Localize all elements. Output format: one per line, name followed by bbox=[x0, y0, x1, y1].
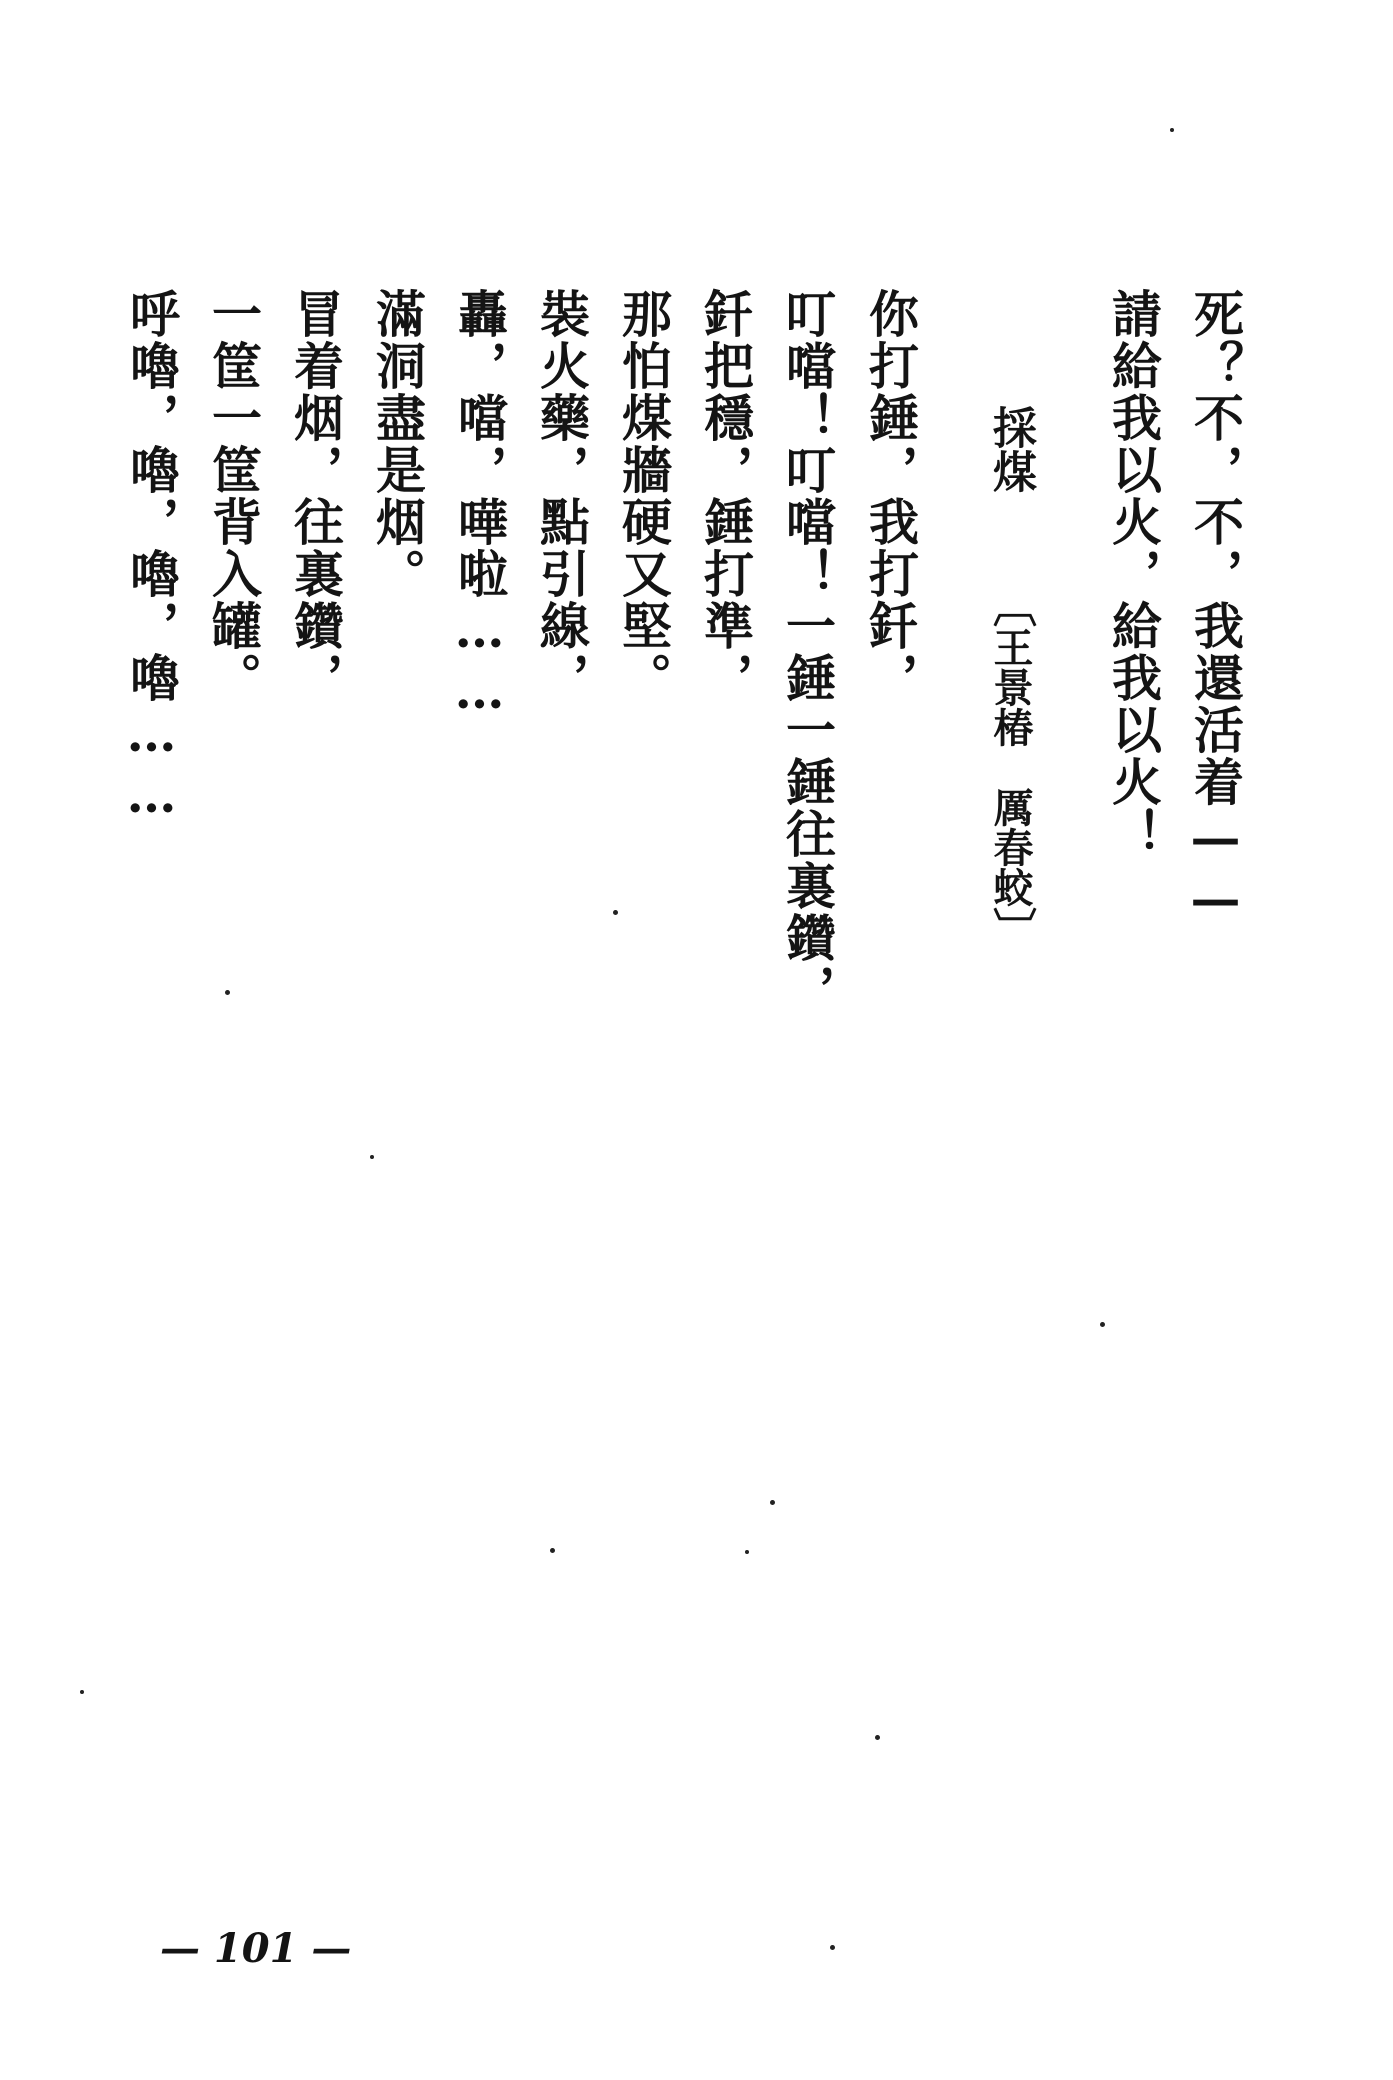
print-speck bbox=[80, 1690, 84, 1694]
poem-line-13: 呼嚕，嚕，嚕，嚕…… bbox=[122, 288, 181, 826]
print-speck bbox=[613, 910, 618, 915]
poem-line-8: 裝火藥，點引線， bbox=[532, 288, 591, 704]
page-number: — 101 — bbox=[160, 1925, 352, 1972]
author-name-2: 厲春蛟 bbox=[987, 787, 1034, 907]
poem-line-11: 冒着烟，往裏鑽， bbox=[286, 288, 345, 704]
poem-line-5: 叮噹！叮噹！一錘一錘往裏鑽， bbox=[778, 288, 837, 1016]
print-speck bbox=[875, 1735, 880, 1740]
authors-close-bracket: 〕 bbox=[985, 907, 1036, 951]
author-name-1: 王景椿 bbox=[987, 627, 1034, 747]
poem-line-6: 釺把穩，錘打準， bbox=[696, 288, 755, 704]
poem-line-7: 那怕煤牆硬又堅。 bbox=[614, 288, 673, 704]
poem-line-1: 死？不，不，我還活着—— bbox=[1186, 288, 1245, 930]
print-speck bbox=[550, 1548, 555, 1553]
poem-title-line bbox=[980, 405, 1040, 951]
poem-title: 採煤 bbox=[985, 405, 1036, 493]
print-speck bbox=[1100, 1322, 1105, 1327]
print-speck bbox=[370, 1155, 374, 1159]
print-speck bbox=[745, 1550, 749, 1554]
poem-line-10: 滿洞盡是烟。 bbox=[368, 288, 427, 600]
poem-line-4: 你打錘，我打釺， bbox=[861, 288, 920, 704]
poem-line-2: 請給我以火，給我以火！ bbox=[1104, 288, 1163, 860]
print-speck bbox=[225, 990, 230, 995]
print-speck bbox=[770, 1500, 775, 1505]
print-speck bbox=[1170, 128, 1174, 132]
print-speck bbox=[830, 1945, 835, 1950]
poem-line-9: 轟，噹，嘩啦…… bbox=[450, 288, 509, 722]
authors-open-bracket: 〔 bbox=[985, 583, 1036, 627]
poem-line-12: 一筐一筐背入罐。 bbox=[204, 288, 263, 704]
